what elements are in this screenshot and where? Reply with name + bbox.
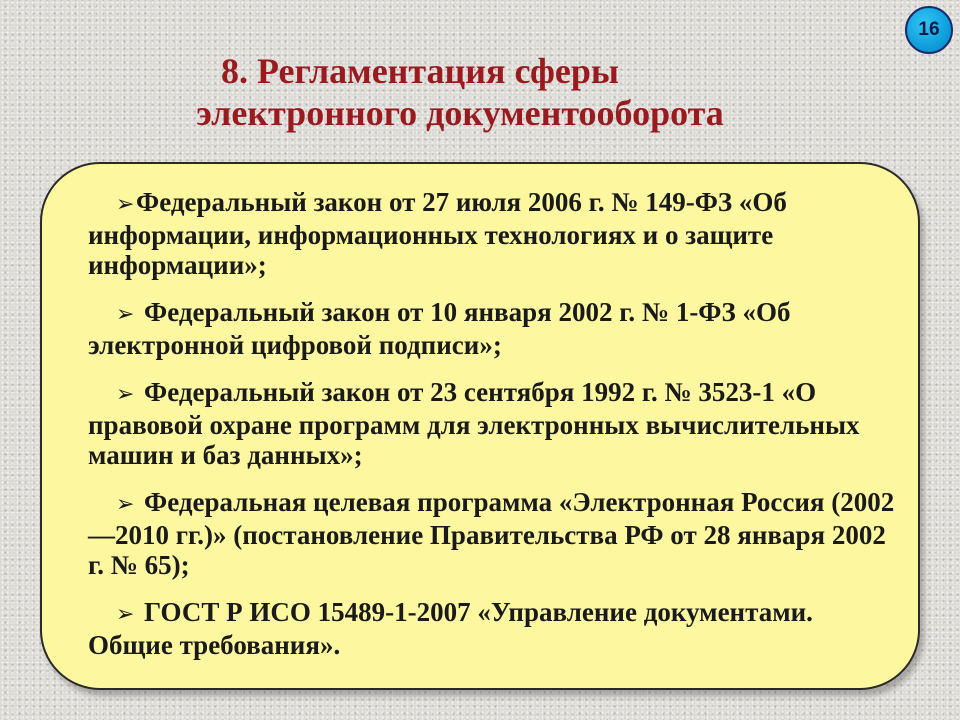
list-item (88, 377, 903, 470)
list-item-text: Федеральный закон от 27 июля 2006 г. № 149-ФЗ «Об информации, информационных технологиях и о защите информации»; (88, 187, 787, 280)
law-list (88, 187, 903, 677)
slide-number: 16 (918, 19, 940, 40)
list-item (88, 187, 903, 280)
list-item-text: Федеральный закон от 10 января 2002 г. № 1-ФЗ «Об электронной цифровой подписи»; (88, 297, 791, 360)
slide-title-line-1: 8. Регламентация сферы (220, 51, 620, 91)
arrow-bullet-icon: ➢ (116, 382, 135, 407)
list-item-text: Федеральный закон от 23 сентября 1992 г. № 3523-1 «О правовой охране программ для электронных вычислительных машин и баз данных»; (88, 377, 860, 470)
arrow-bullet-icon: ➢ (116, 302, 135, 327)
list-item (88, 297, 903, 360)
list-item (88, 487, 903, 580)
arrow-bullet-icon: ➢ (116, 192, 135, 217)
list-item (88, 597, 903, 660)
slide-title (0, 50, 920, 134)
arrow-bullet-icon: ➢ (116, 492, 135, 517)
list-item-text: ГОСТ Р ИСО 15489-1-2007 «Управление документами. Общие требования». (88, 597, 813, 660)
list-item-text: Федеральная целевая программа «Электронная Россия (2002—2010 гг.)» (постановление Правительства РФ от 28 января 2002 г. № 65); (88, 487, 895, 580)
slide-number-badge (905, 6, 953, 54)
arrow-bullet-icon: ➢ (116, 602, 135, 627)
slide-title-line-2: электронного документооборота (196, 93, 724, 133)
